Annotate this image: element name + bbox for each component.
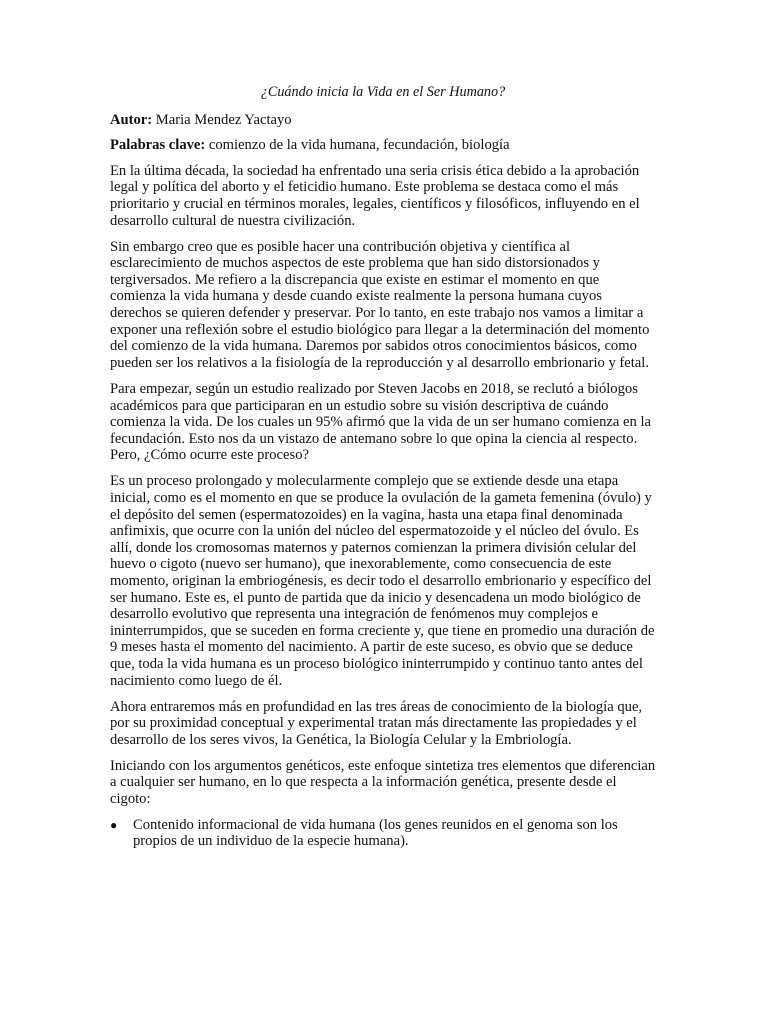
document-page <box>110 84 656 850</box>
paragraph-6: Iniciando con los argumentos genéticos, este enfoque sintetiza tres elementos que diferencian a cualquier ser humano, en lo que respecta a la información genética, presente desde el cigoto: <box>110 757 656 808</box>
paragraph-5: Ahora entraremos más en profundidad en las tres áreas de conocimiento de la biología que, por su proximidad conceptual y experimental tratan más directamente las propiedades y el desarrollo de los seres vivos, la Genética, la Biología Celular y la Embriología. <box>110 698 643 748</box>
author-label: Autor: <box>110 111 153 128</box>
author-name: Maria Mendez Yactayo <box>152 111 292 128</box>
keywords-value: comienzo de la vida humana, fecundación, biología <box>205 137 510 154</box>
keywords-label: Palabras clave: <box>110 137 206 154</box>
paragraph-3: Para empezar, según un estudio realizado por Steven Jacobs en 2018, se reclutó a biólogos académicos para que participaran en un estudio sobre su visión descriptiva de cuándo comienza la vida. De los cuales un 95% afirmó que la vida de un ser humano comienza en la fecundación. Esto nos da un vistazo de antemano sobre lo que opina la ciencia al respecto. Pero, ¿Cómo ocurre este proceso? <box>110 380 651 464</box>
list-item <box>110 817 656 850</box>
author-line <box>110 112 656 129</box>
paragraph-2: Sin embargo creo que es posible hacer una contribución objetiva y científica al esclarecimiento de muchos aspectos de este problema que han sido distorsionados y tergiversados. Me refiero a la discrepancia que existe en estimar el momento en que comienza la vida humana y desde cuando existe realmente la persona humana cuyos derechos se quieren defender y preservar. Por lo tanto, en este trabajo nos vamos a limitar a exponer una reflexión sobre el estudio biológico para llegar a la determinación del momento del comienzo de la vida humana. Daremos por sabidos otros conocimientos básicos, como pueden ser los relativos a la fisiología de la reproducción y al desarrollo embrionario y fetal. <box>110 238 650 371</box>
list-item-text: Contenido informacional de vida humana (los genes reunidos en el genoma son los propios de un individuo de la especie humana). <box>133 816 618 850</box>
paragraph-1: En la última década, la sociedad ha enfrentado una seria crisis ética debido a la aprobación legal y política del aborto y el feticidio humano. Este problema se destaca como el más prioritario y crucial en términos morales, legales, científicos y filosóficos, influyendo en el desarrollo cultural de nuestra civilización. <box>110 162 640 229</box>
bullet-list <box>110 817 656 850</box>
bullet-icon: ● <box>110 817 118 832</box>
document-title: ¿Cuándo inicia la Vida en el Ser Humano? <box>260 84 506 100</box>
paragraph-4: Es un proceso prolongado y molecularmente complejo que se extiende desde una etapa inicial, como es el momento en que se produce la ovulación de la gameta femenina (óvulo) y el depósito del semen (espermatozoides) en la vagina, hasta una etapa final denominada anfimixis, que ocurre con la unión del núcleo del espermatozoide y el núcleo del óvulo. Es allí, donde los cromosomas maternos y paternos comienzan la primera división celular del huevo o cigoto (nuevo ser humano), que inexorablemente, como consecuencia de este momento, originan la embriogénesis, es decir todo el desarrollo embrionario y específico del ser humano. Este es, el punto de partida que da inicio y desencadena un modo biológico de desarrollo evolutivo que representa una integración de fenómenos muy complejos e ininterrumpidos, que se suceden en forma creciente y, que tiene en promedio una duración de 9 meses hasta el momento del nacimiento. A partir de este suceso, es obvio que se deduce que, toda la vida humana es un proceso biológico ininterrumpido y continuo tanto antes del nacimiento como luego de él. <box>110 473 655 689</box>
keywords-line <box>110 137 656 154</box>
